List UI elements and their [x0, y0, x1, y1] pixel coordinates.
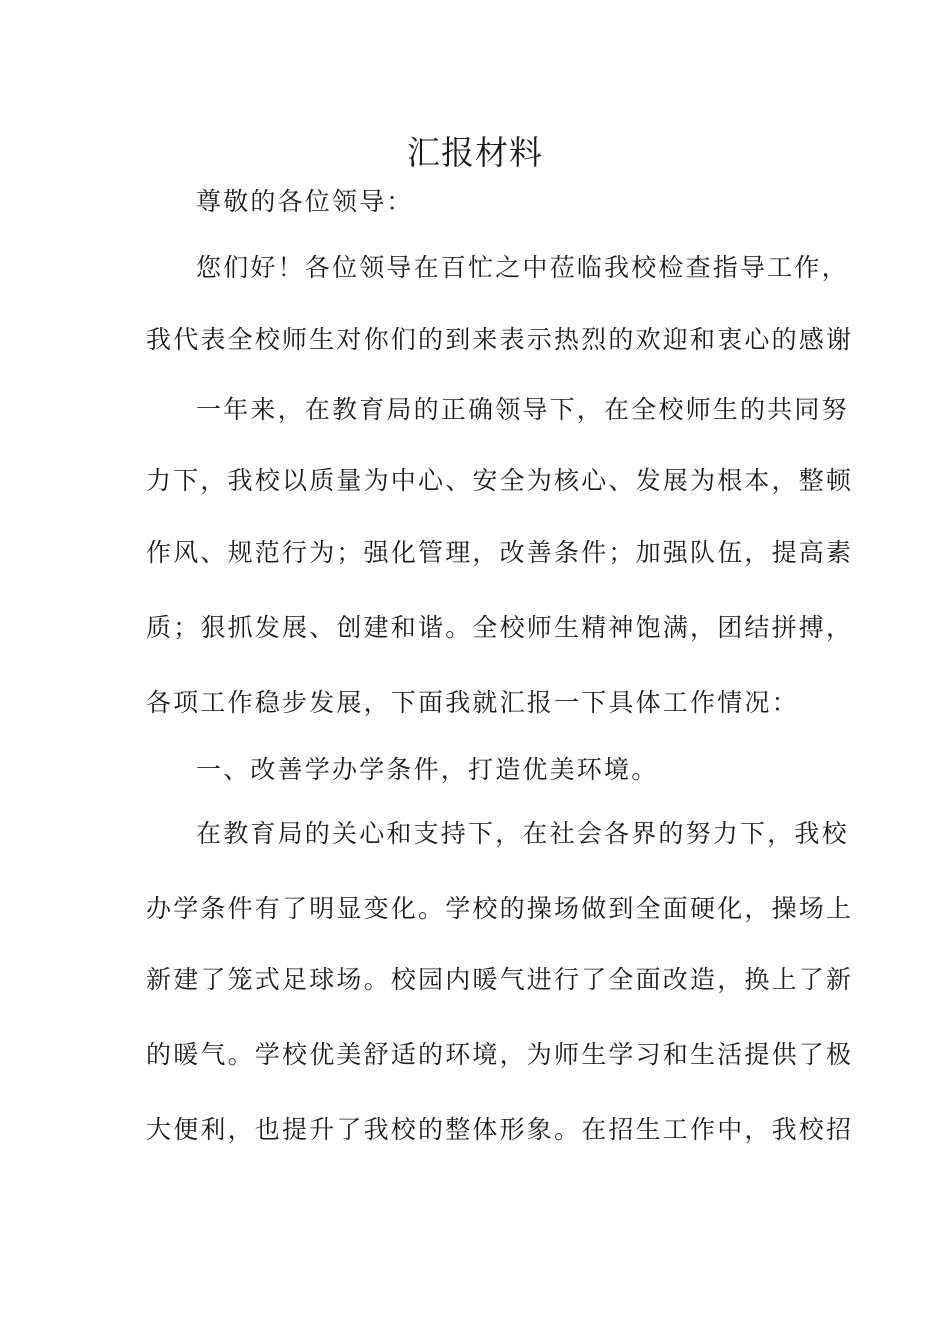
text-line: 在教育局的关心和支持下，在社会各界的努力下，我校	[196, 819, 849, 848]
text-line: 质；狠抓发展、创建和谐。全校师生精神饱满，团结拼搏，	[146, 613, 854, 642]
salutation-line: 尊敬的各位领导：	[196, 187, 414, 216]
section-heading: 一、改善学办学条件，打造优美环境。	[196, 755, 659, 784]
text-line: 一年来，在教育局的正确领导下，在全校师生的共同努	[196, 395, 849, 424]
text-line: 办学条件有了明显变化。学校的操场做到全面硬化，操场上	[146, 894, 854, 923]
document-title: 汇报材料	[407, 133, 543, 172]
text-line: 力下，我校以质量为中心、安全为核心、发展为根本，整顿	[146, 466, 854, 495]
text-line: 新建了笼式足球场。校园内暖气进行了全面改造，换上了新	[146, 965, 854, 994]
text-line: 大便利，也提升了我校的整体形象。在招生工作中，我校招	[146, 1115, 854, 1144]
text-line: 作风、规范行为；强化管理，改善条件；加强队伍，提高素	[146, 538, 854, 567]
text-line: 我代表全校师生对你们的到来表示热烈的欢迎和衷心的感谢	[146, 325, 854, 354]
text-line: 各项工作稳步发展，下面我就汇报一下具体工作情况：	[146, 688, 799, 717]
text-line: 您们好！各位领导在百忙之中莅临我校检查指导工作，	[196, 253, 849, 282]
text-line: 的暖气。学校优美舒适的环境，为师生学习和生活提供了极	[146, 1040, 854, 1069]
